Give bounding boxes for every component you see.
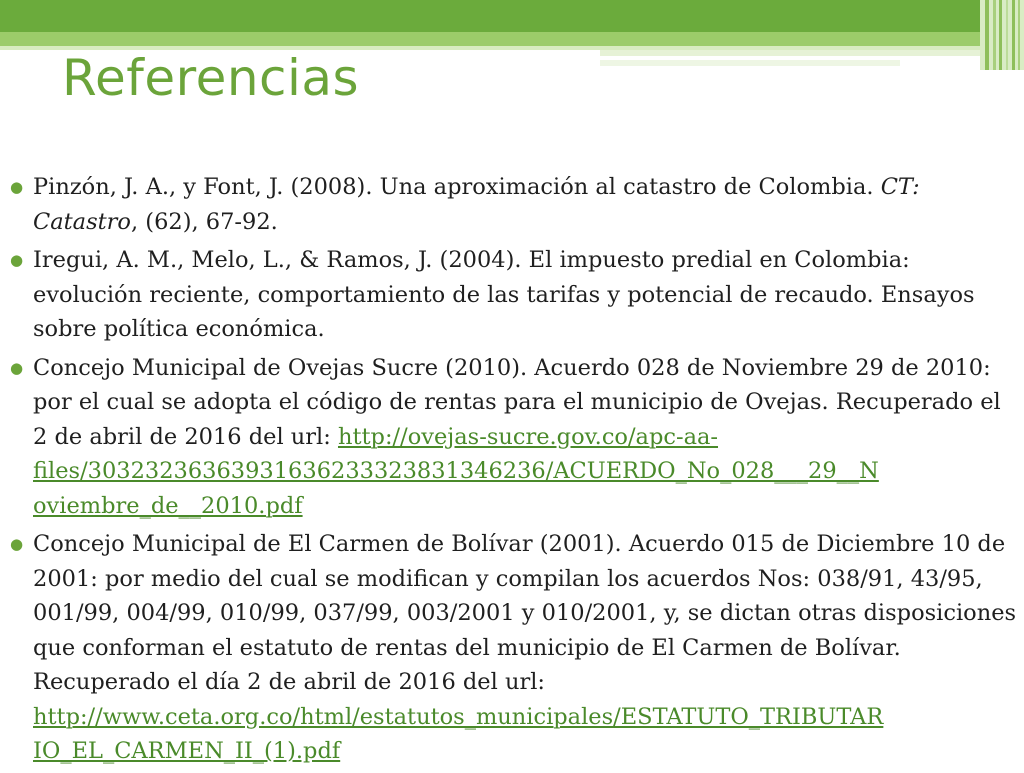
- journal-title: CT: Catastro: [33, 174, 920, 235]
- reference-text-end: , (62), 67-92.: [130, 208, 278, 235]
- reference-link-part[interactable]: oviembre_de__2010.pdf: [33, 492, 303, 519]
- slide-title: Referencias: [62, 49, 360, 107]
- reference-link-part[interactable]: files/30323236363931636233323831346236/ACUERDO_No_028___29__N: [33, 458, 879, 484]
- bullet-icon: ●: [10, 358, 24, 377]
- reference-link-part[interactable]: http://ovejas-sucre.gov.co/apc-aa-: [337, 423, 719, 450]
- reference-link-part[interactable]: IO_EL_CARMEN_II_(1).pdf: [33, 738, 341, 764]
- reference-text: Concejo Municipal de El Carmen de Bolívar (2001). Acuerdo 015 de Diciembre 10 de 2001: por medio del cual se modifican y compilan los acuerdos Nos: 038/91, 43/95, 001/99, 004/99, 010/99, 037/99, 003/2001 y 010/2001, y, se dictan otras disposiciones que conforman el estatuto de rentas del municipio de El Carmen de Bolívar. Recuperado el día 2 de abril de 2016 del url:: [33, 531, 1017, 695]
- reference-text: Iregui, A. M., Melo, L., & Ramos, J. (2004). El impuesto predial en Colombia: evolución reciente, comportamiento de las tarifas y potencial de recaudo. Ensayos sobre política económica.: [33, 247, 975, 342]
- reference-text: Pinzón, J. A., y Font, J. (2008). Una aproximación al catastro de Colombia.: [33, 174, 881, 200]
- reference-text: Concejo Municipal de Ovejas Sucre (2010). Acuerdo 028 de Noviembre 29 de 2010: por el cual se adopta el código de rentas para el municipio de Ovejas. Recuperado el 2 de abril de 2016 del url:: [33, 354, 1001, 450]
- reference-item: [10, 170, 1020, 239]
- bullet-icon: ●: [10, 178, 24, 196]
- reference-list: [10, 170, 1020, 773]
- reference-link-part[interactable]: http://www.ceta.org.co/html/estatutos_municipales/ESTATUTO_TRIBUTAR: [33, 703, 884, 730]
- reference-item: [10, 527, 1020, 769]
- reference-link[interactable]: [33, 704, 883, 765]
- reference-item: [10, 243, 1020, 347]
- bullet-icon: ●: [10, 535, 24, 553]
- bullet-icon: ●: [10, 251, 24, 269]
- reference-item: [10, 351, 1020, 524]
